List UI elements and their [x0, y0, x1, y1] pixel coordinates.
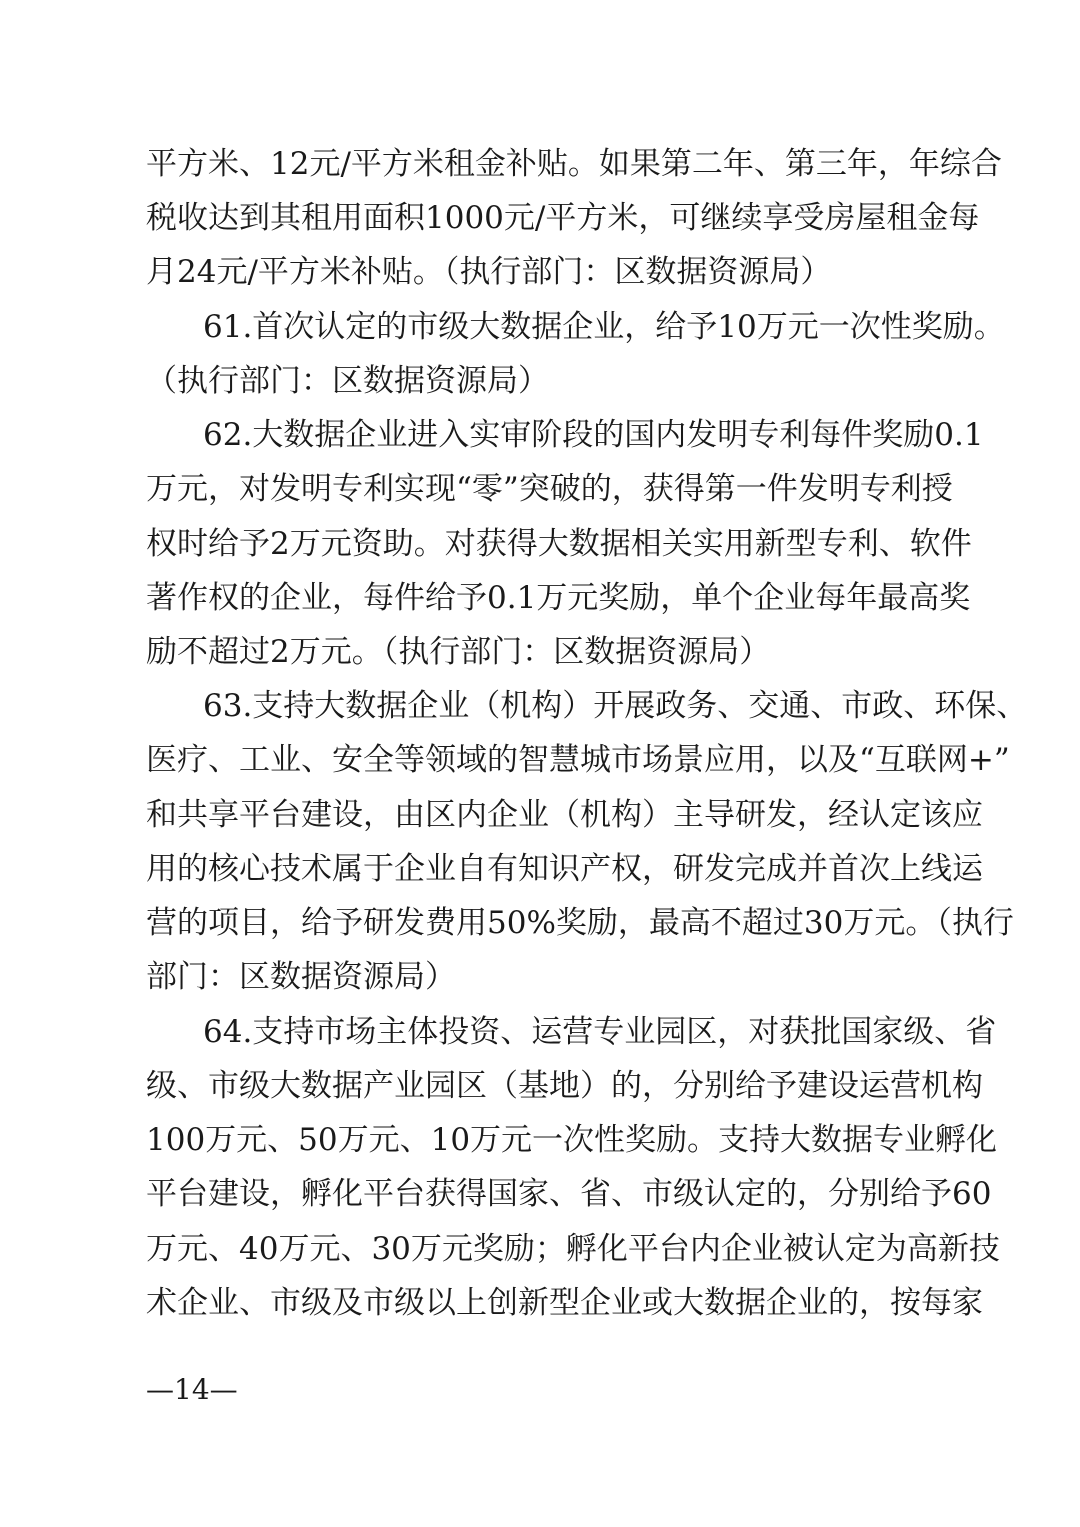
text-line: 部门：区数据资源局）	[146, 959, 456, 995]
text-line: 医疗、工业、安全等领域的智慧城市场景应用，以及“互联网+”	[146, 742, 1010, 778]
text-line: 平方米、12元/平方米租金补贴。如果第二年、第三年，年综合	[146, 146, 1002, 182]
text-line: 营的项目，给予研发费用50%奖励，最高不超过30万元。（执行	[146, 905, 1014, 941]
text-line: 万元、40万元、30万元奖励；孵化平台内企业被认定为高新技	[146, 1231, 1000, 1267]
text-line: 62.大数据企业进入实审阶段的国内发明专利每件奖励0.1	[203, 417, 984, 453]
text-line: 和共享平台建设，由区内企业（机构）主导研发，经认定该应	[146, 797, 983, 833]
text-line: 64.支持市场主体投资、运营专业园区，对获批国家级、省	[203, 1014, 997, 1050]
text-line: 权时给予2万元资助。对获得大数据相关实用新型专利、软件	[146, 526, 972, 562]
text-line: 用的核心技术属于企业自有知识产权，研发完成并首次上线运	[146, 851, 983, 887]
page-number: —14—	[146, 1373, 238, 1406]
text-line: 税收达到其租用面积1000元/平方米，可继续享受房屋租金每	[146, 200, 980, 236]
text-line: 级、市级大数据产业园区（基地）的，分别给予建设运营机构	[146, 1068, 983, 1104]
text-line: 63.支持大数据企业（机构）开展政务、交通、市政、环保、	[203, 688, 1028, 724]
text-line: 术企业、市级及市级以上创新型企业或大数据企业的，按每家	[146, 1285, 983, 1321]
text-line: 平台建设，孵化平台获得国家、省、市级认定的，分别给予60	[146, 1176, 992, 1212]
text-line: （执行部门：区数据资源局）	[146, 363, 549, 399]
text-line: 61.首次认定的市级大数据企业，给予10万元一次性奖励。	[203, 309, 1005, 345]
text-line: 著作权的企业，每件给予0.1万元奖励，单个企业每年最高奖	[146, 580, 971, 616]
text-line: 励不超过2万元。（执行部门：区数据资源局）	[146, 634, 771, 670]
text-line: 月24元/平方米补贴。（执行部门：区数据资源局）	[146, 254, 832, 290]
text-line: 100万元、50万元、10万元一次性奖励。支持大数据专业孵化	[146, 1122, 998, 1158]
text-line: 万元，对发明专利实现“零”突破的，获得第一件发明专利授	[146, 471, 953, 507]
